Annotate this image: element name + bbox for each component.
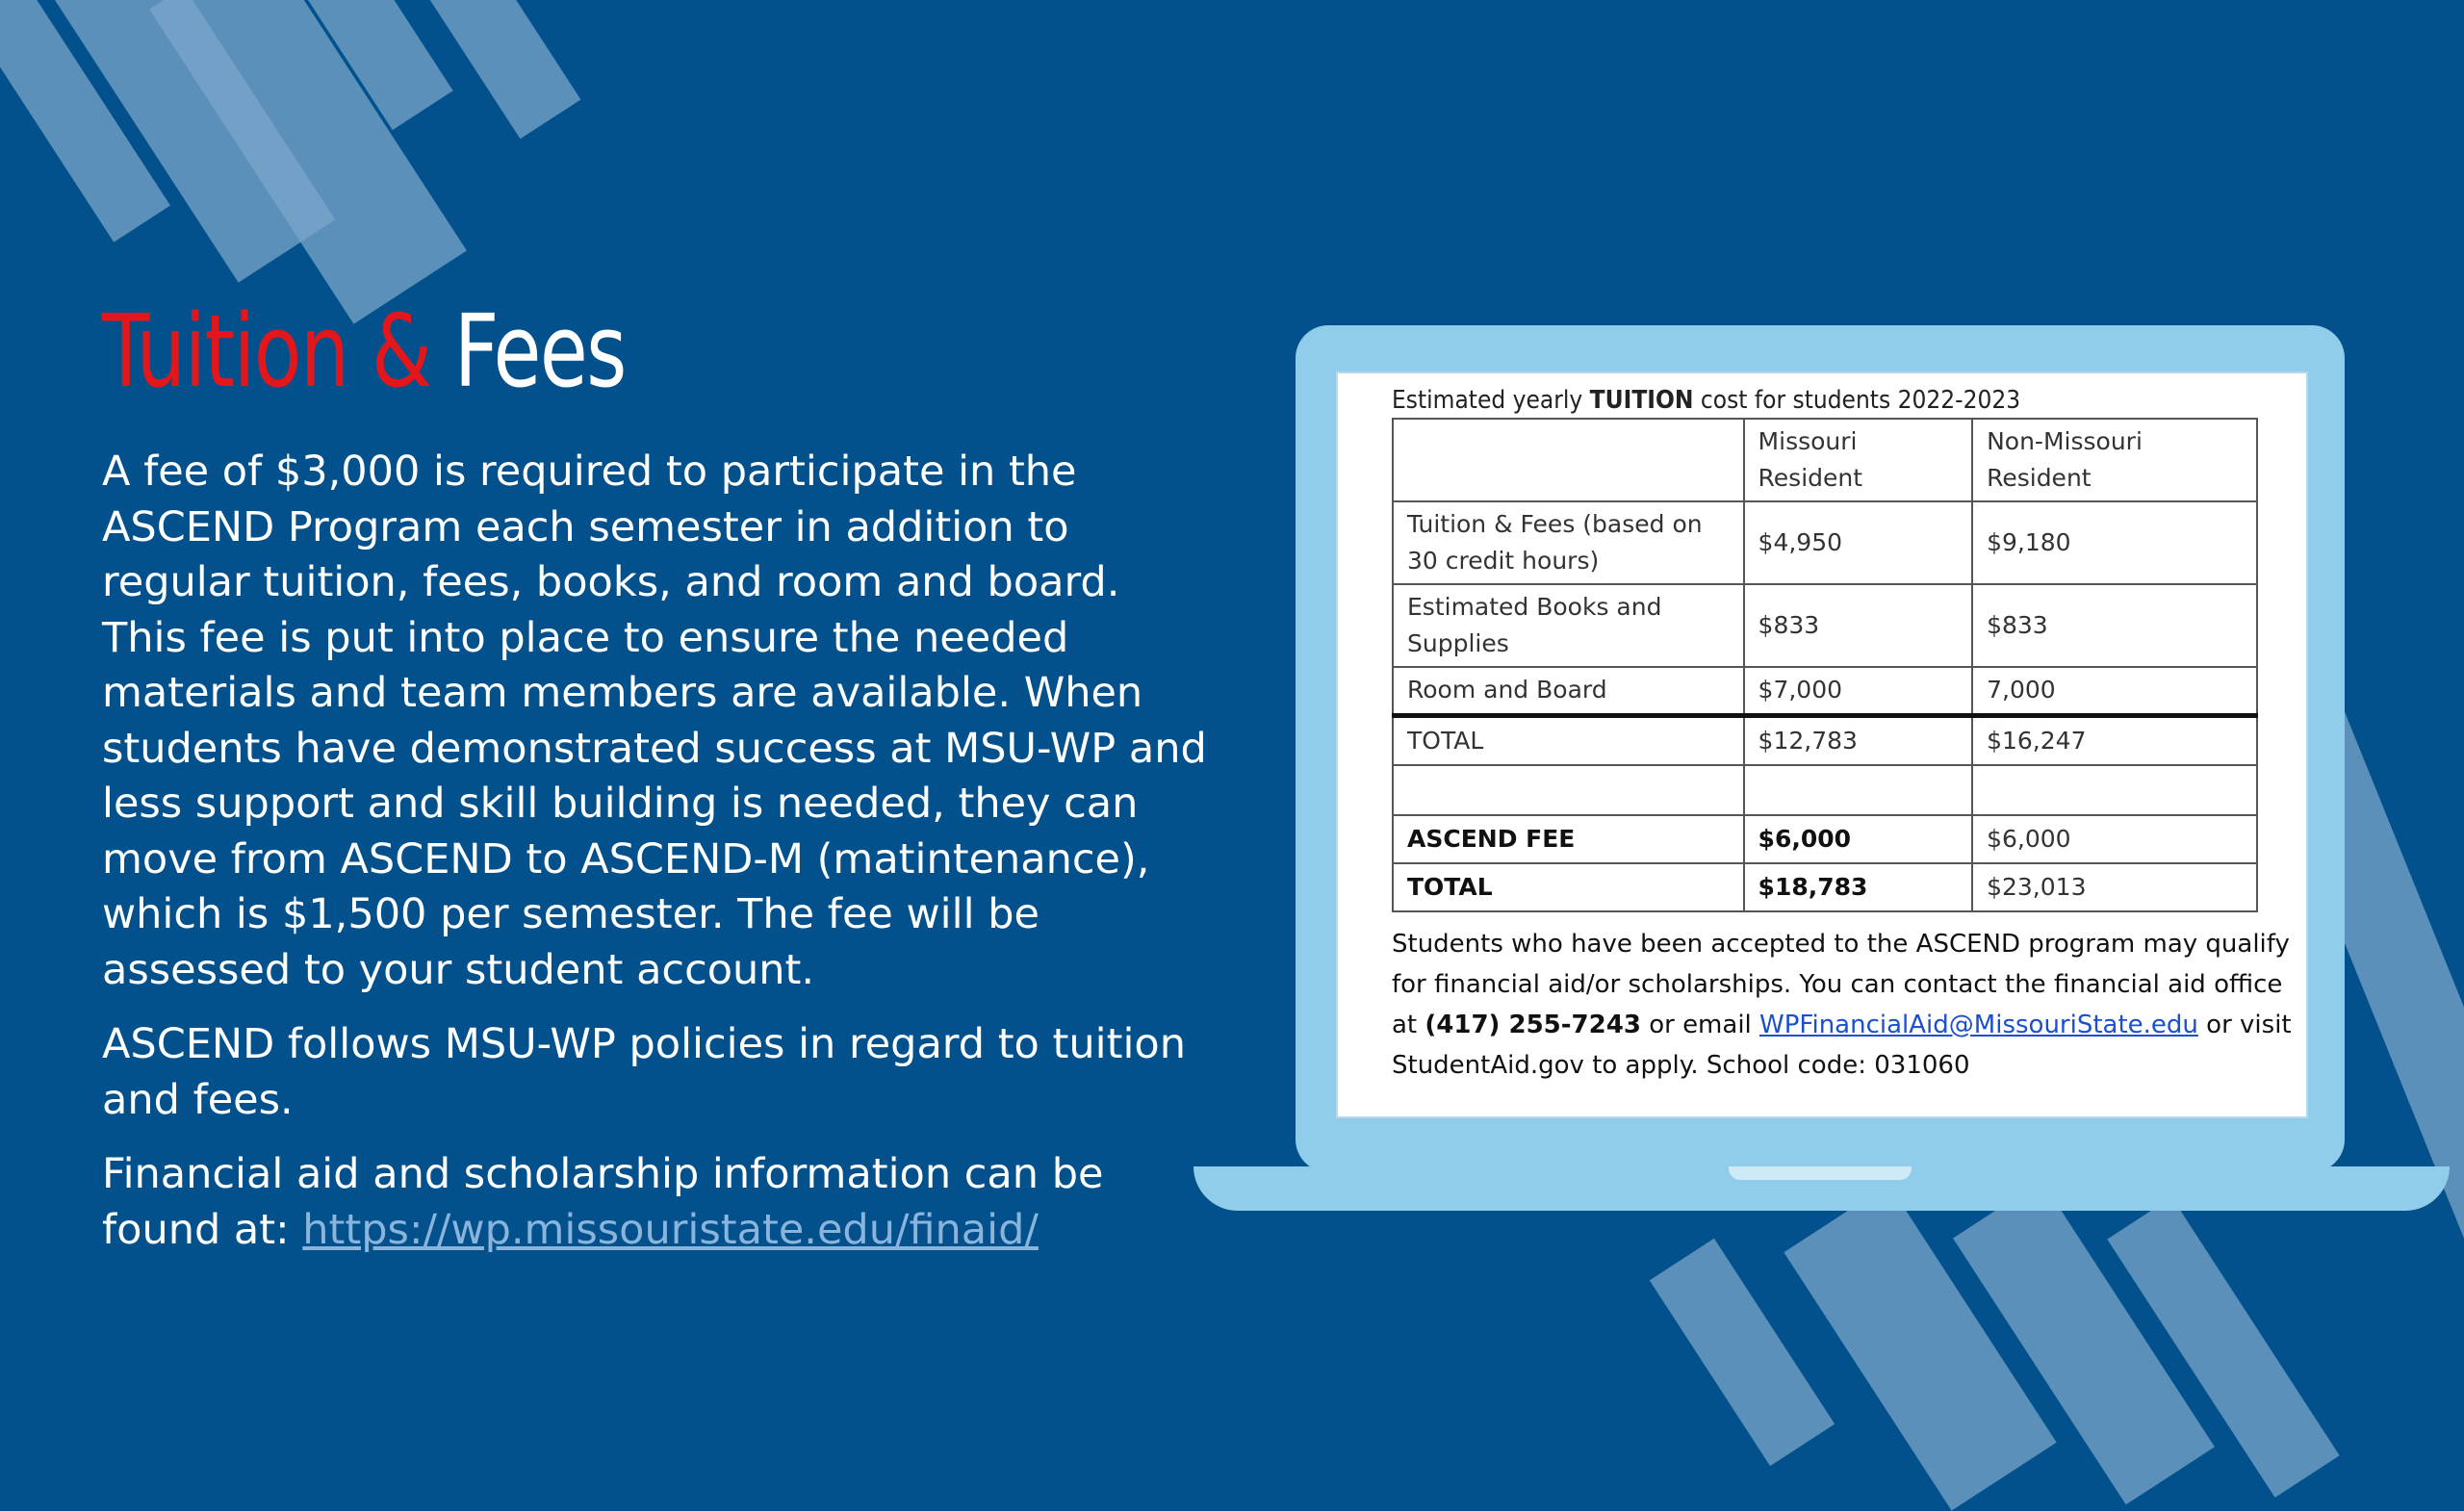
finaid-link[interactable]: https://wp.missouristate.edu/finaid/ xyxy=(302,1205,1039,1254)
table-row xyxy=(1393,501,2257,584)
table-row xyxy=(1393,765,2257,815)
note-text: Students who have been accepted to the ASCEND program may qualify for financial aid/or scholarships. You can contact the financial aid office at xyxy=(1392,930,2290,1039)
row-non-value: $9,180 xyxy=(1972,501,2257,584)
caption-bold: TUITION xyxy=(1589,386,1694,415)
row-non-value: $16,247 xyxy=(1972,715,2257,765)
note-phone: (417) 255-7243 xyxy=(1424,1011,1641,1039)
doc-caption xyxy=(1392,383,2171,418)
row-non-value: $833 xyxy=(1972,584,2257,667)
row-non-value xyxy=(1972,765,2257,815)
laptop-notch xyxy=(1729,1166,1912,1180)
caption-text-end: cost for students 2022-2023 xyxy=(1693,386,2021,415)
tuition-doc xyxy=(1392,383,2258,418)
finaid-paragraph xyxy=(102,1147,1209,1258)
row-label: Estimated Books and Supplies xyxy=(1393,584,1744,667)
table-row xyxy=(1393,815,2257,863)
row-mo-value: $6,000 xyxy=(1744,815,1973,863)
title-fees: Fees xyxy=(453,293,626,410)
note-text: or email xyxy=(1640,1011,1760,1039)
table-row xyxy=(1393,584,2257,667)
row-label: ASCEND FEE xyxy=(1393,815,1744,863)
tuition-table xyxy=(1392,418,2258,912)
slide-body xyxy=(102,445,1209,1277)
title-tuition: Tuition & xyxy=(102,293,454,410)
table-header-row xyxy=(1393,419,2257,501)
row-mo-value: $12,783 xyxy=(1744,715,1973,765)
row-mo-value: $7,000 xyxy=(1744,667,1973,715)
table-header-cell: Missouri Resident xyxy=(1744,419,1973,501)
note-email-link[interactable]: WPFinancialAid@MissouriState.edu xyxy=(1759,1011,2198,1039)
note-text: or visit StudentAid.gov to apply. School code: 031060 xyxy=(1392,1011,2292,1080)
finaid-prefix: Financial aid and scholarship information can be found at: xyxy=(102,1150,1104,1254)
table-row xyxy=(1393,863,2257,911)
row-label: TOTAL xyxy=(1393,715,1744,765)
table-row xyxy=(1393,667,2257,715)
fee-paragraph: A fee of $3,000 is required to participate in the ASCEND Program each semester in addition to regular tuition, fees, books, and room and board. This fee is put into place to ensure the needed materials and team members are available. When students have demonstrated success at MSU-WP and less support and skill building is needed, they can move from ASCEND to ASCEND-M (matintenance), which is $1,500 per semester. The fee will be assessed to your student account. xyxy=(102,448,1207,994)
row-label: Tuition & Fees (based on 30 credit hours) xyxy=(1393,501,1744,584)
table-header-cell xyxy=(1393,419,1744,501)
row-label: TOTAL xyxy=(1393,863,1744,911)
row-label xyxy=(1393,765,1744,815)
row-label: Room and Board xyxy=(1393,667,1744,715)
row-non-value: $6,000 xyxy=(1972,815,2257,863)
row-mo-value: $4,950 xyxy=(1744,501,1973,584)
finaid-note xyxy=(1392,924,2297,1086)
row-non-value: 7,000 xyxy=(1972,667,2257,715)
caption-text: Estimated yearly xyxy=(1392,386,1590,415)
row-non-value: $23,013 xyxy=(1972,863,2257,911)
row-mo-value xyxy=(1744,765,1973,815)
policy-paragraph: ASCEND follows MSU-WP policies in regard to tuition and fees. xyxy=(102,1020,1186,1124)
decor-stripe xyxy=(416,0,581,139)
table-row xyxy=(1393,715,2257,765)
row-mo-value: $833 xyxy=(1744,584,1973,667)
slide-title xyxy=(102,289,626,414)
table-header-cell: Non-Missouri Resident xyxy=(1972,419,2257,501)
row-mo-value: $18,783 xyxy=(1744,863,1973,911)
